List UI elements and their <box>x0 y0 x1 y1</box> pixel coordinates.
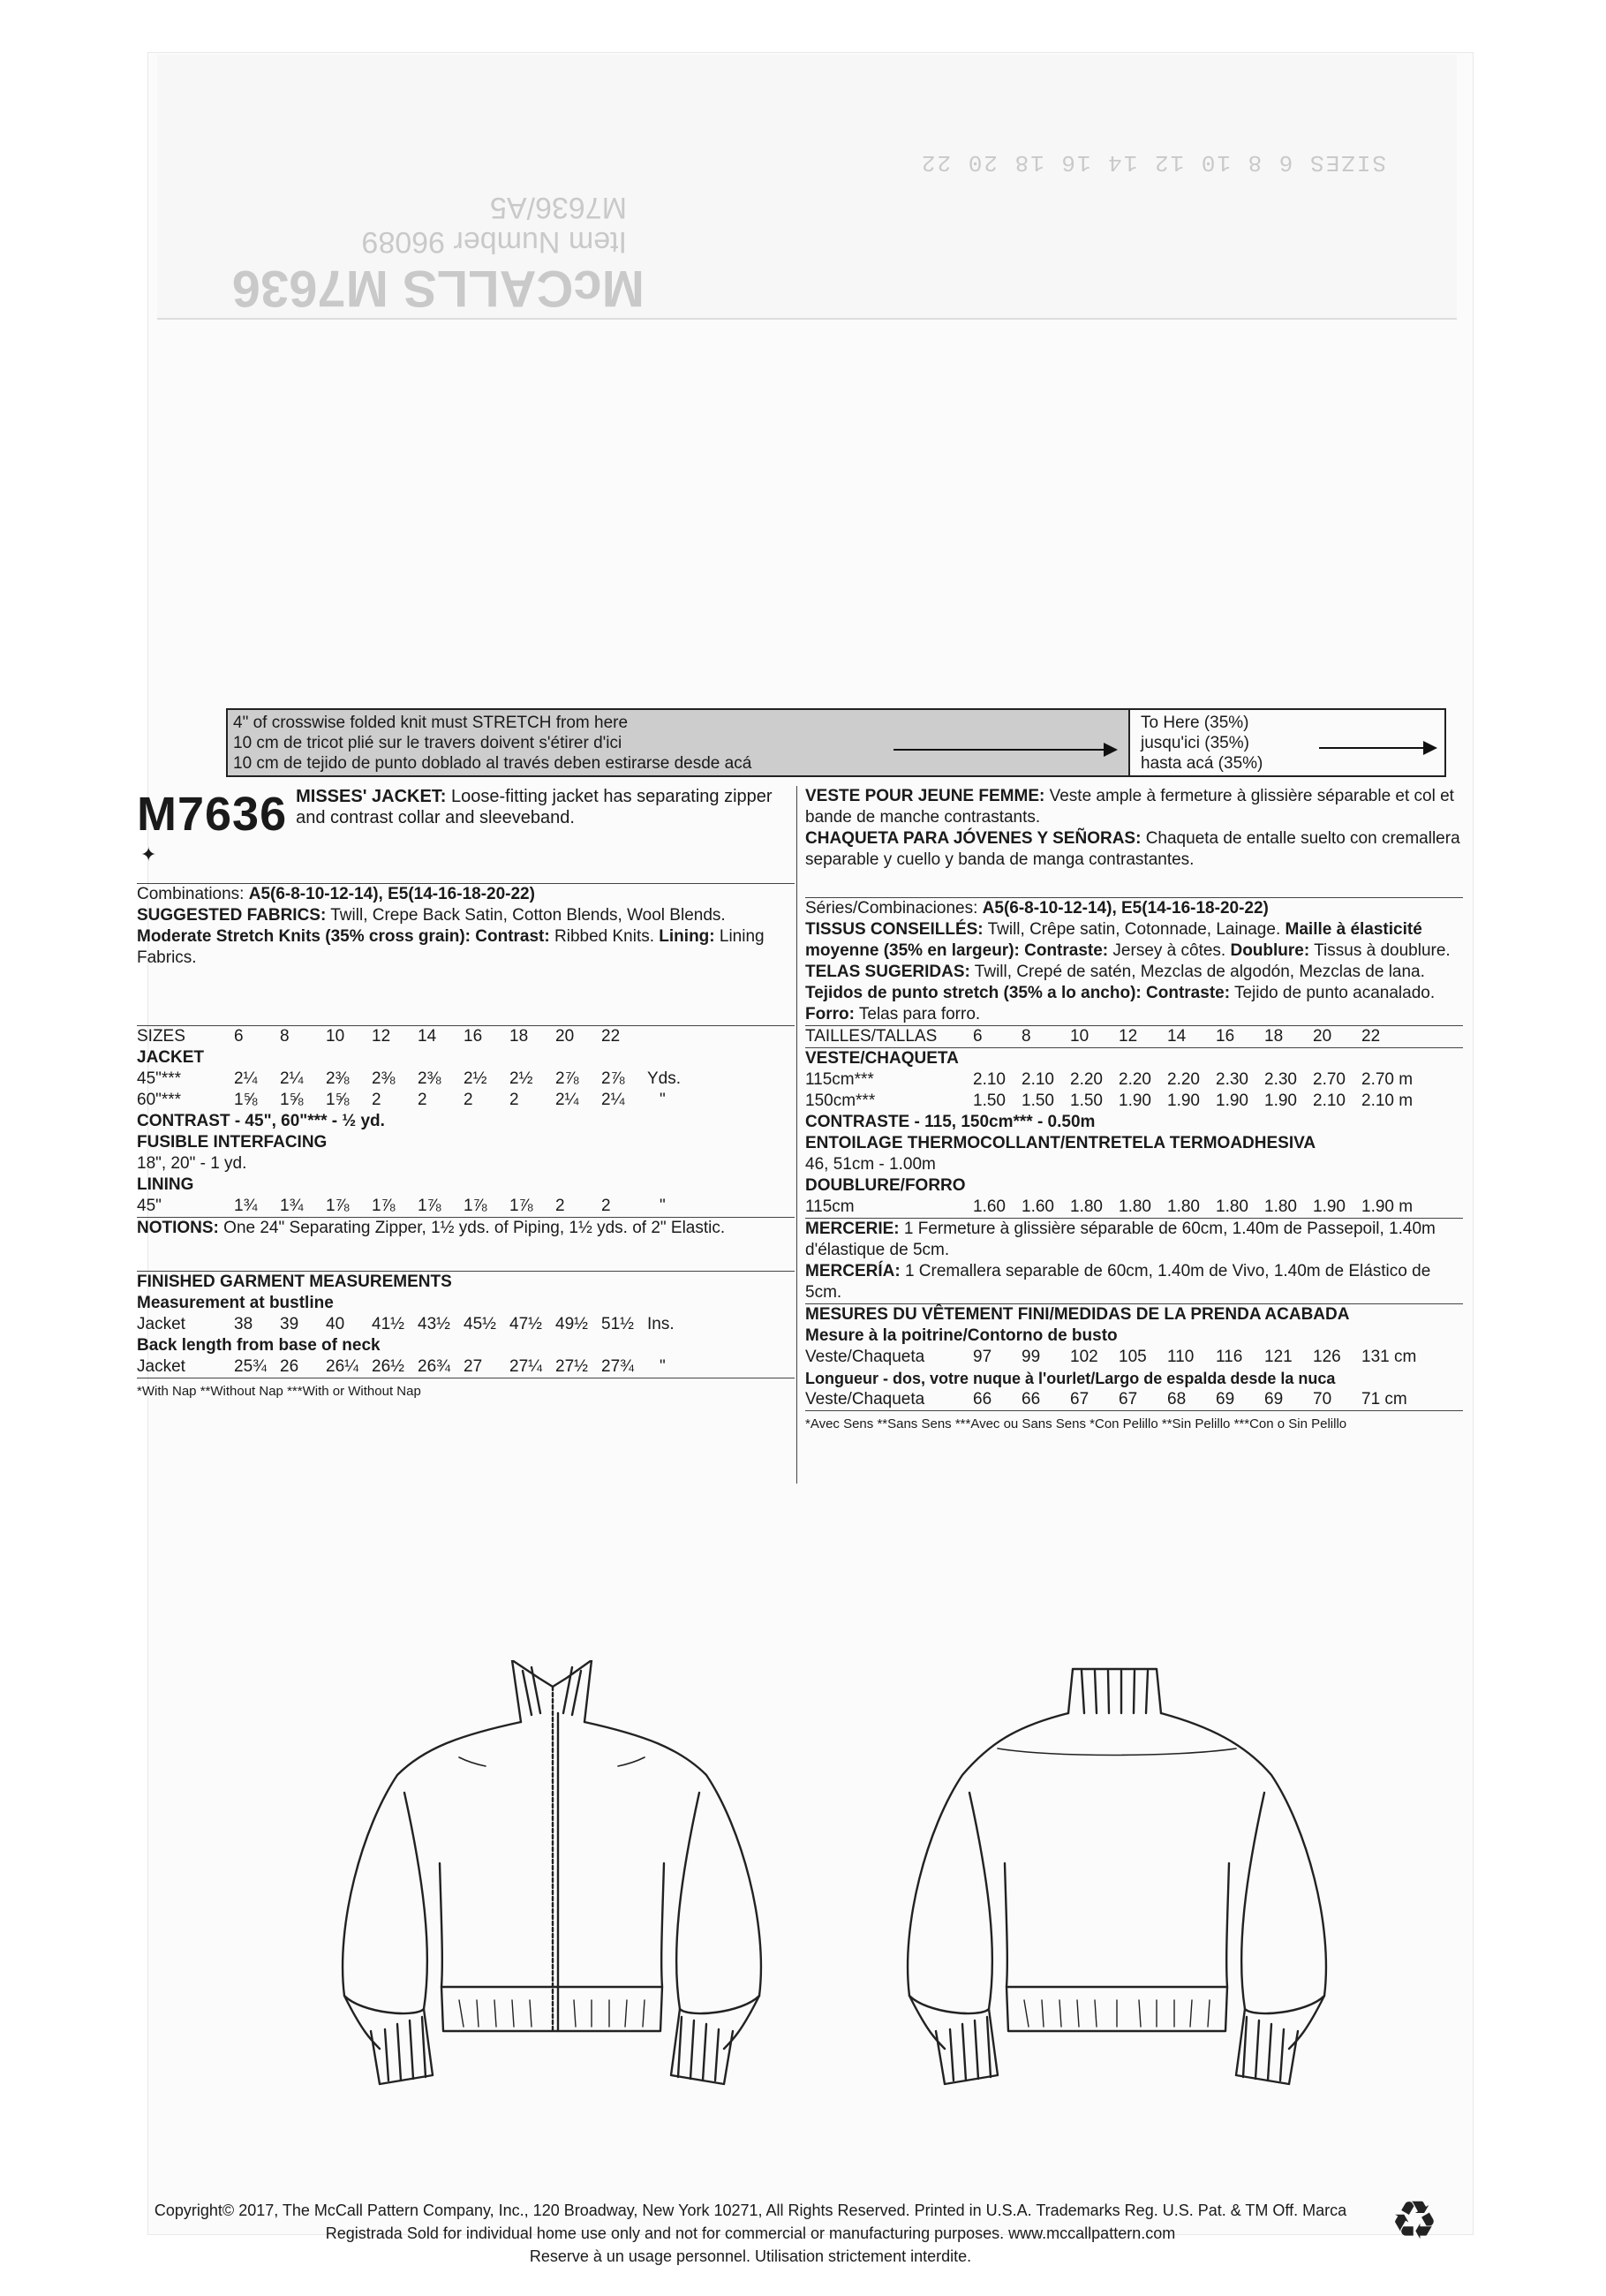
back-label: Back length from base of neck <box>137 1336 381 1355</box>
ditto-mark: " <box>660 1091 666 1109</box>
measure-cell: 66 <box>1022 1390 1041 1409</box>
maille-label: Maille à élasticité moyenne (35% en largeur): <box>805 920 1422 960</box>
size-cell: 20 <box>1313 1027 1332 1046</box>
metre-cell: 1.80 <box>1119 1197 1151 1216</box>
size-cell: 12 <box>1119 1027 1138 1046</box>
yardage-cell: 1¾ <box>280 1197 304 1215</box>
measure-cell: 102 <box>1070 1348 1098 1366</box>
doublure-table <box>805 1197 1463 1218</box>
yardage-cell: 2 <box>464 1091 473 1109</box>
es-desc: Chaqueta de entalle suelto con cremallera separable y cuello y banda de manga contrastantes. <box>805 829 1460 869</box>
series <box>805 898 1463 919</box>
show-through-brand: McCALLS M7636 <box>231 260 645 317</box>
measure-cell: 38 <box>234 1315 253 1333</box>
star-icon: ✦ <box>140 843 157 865</box>
pattern-desc-text: Loose-fitting jacket has separating zipper and contrast collar and sleeveband. <box>296 787 773 827</box>
measure-cell: 26½ <box>372 1357 404 1376</box>
yardage-cell: 1⅞ <box>418 1197 441 1215</box>
tailles-label: TAILLES/TALLAS <box>805 1027 938 1046</box>
yardage-cell: 2 <box>418 1091 427 1109</box>
yardage-cell: 2⅜ <box>326 1069 350 1088</box>
metre-cell: 2.20 <box>1070 1070 1103 1089</box>
measure-cell: 27½ <box>555 1357 588 1376</box>
metre-cell: 1.80 <box>1167 1197 1200 1216</box>
yardage-cell: 1⅞ <box>372 1197 396 1215</box>
lining-label: Lining: <box>659 927 715 946</box>
contrast-label: Contrast: <box>475 927 550 946</box>
measure-cell: 70 <box>1313 1390 1332 1409</box>
knits-label: Moderate Stretch Knits (35% cross grain): <box>137 927 471 946</box>
jacket-label: JACKET <box>137 1048 205 1067</box>
copyright-line-3: Reserve à un usage personnel. Utilisation strictement interdite. <box>529 2247 972 2265</box>
yardage-cell: 1⅞ <box>326 1197 350 1215</box>
metre-cell: 2.10 <box>1313 1091 1346 1110</box>
notions <box>137 1218 795 1239</box>
technical-drawings <box>327 1660 1351 2102</box>
measure-cell: 41½ <box>372 1315 404 1333</box>
metre-cell: 1.50 <box>1070 1091 1103 1110</box>
measure-cell: 40 <box>326 1315 345 1333</box>
stretch-guide-text <box>228 710 1130 775</box>
yardage-cell: 2⅞ <box>555 1069 579 1088</box>
ditto-mark: " <box>660 1197 666 1215</box>
measure-cell: 68 <box>1167 1390 1187 1409</box>
measure-cell: 49½ <box>555 1315 588 1333</box>
veste-label: VESTE/CHAQUETA <box>805 1049 959 1068</box>
metre-cell: 2.70 m <box>1361 1070 1414 1089</box>
row-label: Jacket <box>137 1315 185 1333</box>
metre-cell: 2.30 <box>1216 1070 1248 1089</box>
fusible-value: 18", 20" - 1 yd. <box>137 1154 247 1173</box>
combinations <box>137 884 795 905</box>
combinations-value: A5(6-8-10-12-14), E5(14-16-18-20-22) <box>248 885 535 903</box>
es-description <box>805 828 1463 871</box>
size-cell: 22 <box>601 1027 621 1046</box>
metre-cell: 2.20 <box>1167 1070 1200 1089</box>
show-through-item: Item Number 96089 <box>361 225 627 259</box>
measure-cell: 26¾ <box>418 1357 450 1376</box>
column-divider <box>796 786 797 1484</box>
measure-cell: 69 <box>1216 1390 1235 1409</box>
telas-value: Twill, Crepé de satén, Mezclas de algodón, Mezclas de lana. <box>974 963 1425 981</box>
tejidos-label: Tejidos de punto stretch (35% a lo ancho): <box>805 984 1142 1002</box>
poitrine-table <box>805 1347 1463 1368</box>
merceria <box>805 1261 1463 1303</box>
fusible-label: FUSIBLE INTERFACING <box>137 1133 328 1152</box>
tissus <box>805 919 1463 962</box>
metrage-table <box>805 1026 1463 1047</box>
es-contraste-label: Contraste: <box>1146 984 1231 1002</box>
unit-label: Yds. <box>647 1069 682 1088</box>
stretch-line-es: 10 cm de tejido de punto doblado al través deben estirarse desde acá <box>233 754 752 773</box>
contrast-value: Ribbed Knits. <box>554 927 655 946</box>
measure-cell: 27¾ <box>601 1357 634 1376</box>
metre-cell: 1.90 <box>1119 1091 1151 1110</box>
row-label: Veste/Chaqueta <box>805 1348 925 1366</box>
mercerie <box>805 1219 1463 1261</box>
size-cell: 6 <box>973 1027 983 1046</box>
unit-label: Ins. <box>647 1315 675 1333</box>
bust-label: Measurement at bustline <box>137 1294 334 1312</box>
metre-cell: 1.90 <box>1313 1197 1346 1216</box>
yardage-cell: 2 <box>509 1091 519 1109</box>
metre-cell: 1.80 <box>1264 1197 1297 1216</box>
measure-cell: 47½ <box>509 1315 542 1333</box>
fr-description <box>805 786 1463 828</box>
merceria-label: MERCERÍA: <box>805 1262 901 1280</box>
metre-cell: 1.80 <box>1216 1197 1248 1216</box>
yardage-cell: 2⅜ <box>372 1069 396 1088</box>
footnote: *With Nap **Without Nap ***With or Without Nap <box>137 1384 421 1399</box>
es-contraste-value: Tejido de punto acanalado. <box>1233 984 1436 1002</box>
jacket-front-drawing <box>343 1660 761 2084</box>
series-value: A5(6-8-10-12-14), E5(14-16-18-20-22) <box>982 899 1269 918</box>
to-here-en: To Here (35%) <box>1141 714 1249 732</box>
measure-cell: 43½ <box>418 1315 450 1333</box>
lining-table <box>137 1196 795 1217</box>
recycle-icon: ♻ <box>1391 2191 1438 2250</box>
finished-label: FINISHED GARMENT MEASUREMENTS <box>137 1273 452 1291</box>
size-cell: 16 <box>464 1027 483 1046</box>
size-cell: 20 <box>555 1027 575 1046</box>
size-cell: 12 <box>372 1027 391 1046</box>
metre-cell: 1.50 <box>973 1091 1006 1110</box>
row-label: 45"*** <box>137 1069 182 1088</box>
stretch-guide-end <box>1130 710 1444 775</box>
yardage-cell: 2 <box>555 1197 565 1215</box>
size-cell: 18 <box>509 1027 529 1046</box>
veste-table <box>805 1069 1463 1112</box>
measure-cell: 110 <box>1167 1348 1195 1366</box>
notions-value: One 24" Separating Zipper, 1½ yds. of Piping, 1½ yds. of 2" Elastic. <box>223 1219 726 1237</box>
row-label: 150cm*** <box>805 1091 876 1110</box>
yardage-cell: 1⅝ <box>280 1091 304 1109</box>
telas-label: TELAS SUGERIDAS: <box>805 963 970 981</box>
yardage-cell: 2½ <box>464 1069 487 1088</box>
es-title: CHAQUETA PARA JÓVENES Y SEÑORAS: <box>805 829 1142 848</box>
series-label: Séries/Combinaciones: <box>805 899 978 918</box>
show-through-text <box>185 71 1421 318</box>
yardage-cell: 1⅝ <box>234 1091 258 1109</box>
merceria-value: 1 Cremallera separable de 60cm, 1.40m de Vivo, 1.40m de Elástico de 5cm. <box>805 1262 1431 1302</box>
metre-cell: 2.70 <box>1313 1070 1346 1089</box>
measure-cell: 51½ <box>601 1315 634 1333</box>
size-cell: 14 <box>1167 1027 1187 1046</box>
lining-head: LINING <box>137 1175 194 1194</box>
measure-cell: 97 <box>973 1348 992 1366</box>
section-rule <box>805 1410 1463 1411</box>
tissus-value: Twill, Crêpe satin, Cotonnade, Lainage. <box>987 920 1281 939</box>
metre-cell: 2.10 <box>973 1070 1006 1089</box>
metre-cell: 1.90 <box>1264 1091 1297 1110</box>
metre-cell: 1.60 <box>973 1197 1006 1216</box>
row-label: Veste/Chaqueta <box>805 1390 925 1409</box>
measure-cell: 67 <box>1119 1390 1138 1409</box>
mesures-label: MESURES DU VÊTEMENT FINI/MEDIDAS DE LA PRENDA ACABADA <box>805 1305 1350 1324</box>
measure-cell: 26 <box>280 1357 299 1376</box>
metre-cell: 1.90 <box>1167 1091 1200 1110</box>
metre-cell: 1.80 <box>1070 1197 1103 1216</box>
contrast-yardage: CONTRAST - 45", 60"*** - ½ yd. <box>137 1112 385 1130</box>
metre-cell: 1.50 <box>1022 1091 1054 1110</box>
sizes-label: SIZES <box>137 1027 185 1046</box>
arrow-right-icon <box>893 749 1105 751</box>
size-cell: 6 <box>234 1027 244 1046</box>
metre-cell: 2.20 <box>1119 1070 1151 1089</box>
contraste-metrage: CONTRASTE - 115, 150cm*** - 0.50m <box>805 1113 1096 1131</box>
yardage-cell: 2⅜ <box>418 1069 441 1088</box>
measure-cell: 27¼ <box>509 1357 542 1376</box>
measure-cell: 67 <box>1070 1390 1090 1409</box>
footnote: *Avec Sens **Sans Sens ***Avec ou Sans Sens *Con Pelillo **Sin Pelillo ***Con o Sin Pelillo <box>805 1416 1347 1431</box>
measure-cell: 131 cm <box>1361 1348 1417 1366</box>
size-cell: 8 <box>1022 1027 1031 1046</box>
measure-cell: 126 <box>1313 1348 1341 1366</box>
show-through-sub: M7636/A5 <box>490 191 627 224</box>
arrow-right-icon <box>1319 747 1425 749</box>
longueur-table <box>805 1389 1463 1410</box>
metre-cell: 1.90 <box>1216 1091 1248 1110</box>
measure-cell: 26¼ <box>326 1357 358 1376</box>
yardage-cell: 2 <box>601 1197 611 1215</box>
yardage-cell: 2½ <box>509 1069 533 1088</box>
to-here-es: hasta acá (35%) <box>1141 754 1263 773</box>
size-cell: 8 <box>280 1027 290 1046</box>
measure-cell: 105 <box>1119 1348 1147 1366</box>
measure-cell: 116 <box>1216 1348 1243 1366</box>
size-cell: 14 <box>418 1027 437 1046</box>
row-label: 60"*** <box>137 1091 182 1109</box>
french-spanish-column <box>805 786 1463 1434</box>
metre-cell: 1.90 m <box>1361 1197 1414 1216</box>
yardage-table <box>137 1026 795 1111</box>
measure-cell: 66 <box>973 1390 992 1409</box>
fr-title: VESTE POUR JEUNE FEMME: <box>805 787 1045 805</box>
metre-cell: 2.10 <box>1022 1070 1054 1089</box>
entoilage-label: ENTOILAGE THERMOCOLLANT/ENTRETELA TERMOADHESIVA <box>805 1134 1316 1152</box>
yardage-cell: 2¼ <box>280 1069 304 1088</box>
measure-cell: 27 <box>464 1357 483 1376</box>
fabrics-value: Twill, Crepe Back Satin, Cotton Blends, Wool Blends. <box>330 906 726 925</box>
measure-cell: 45½ <box>464 1315 496 1333</box>
metre-cell: 2.30 <box>1264 1070 1297 1089</box>
size-cell: 22 <box>1361 1027 1381 1046</box>
to-here-fr: jusqu'ici (35%) <box>1141 734 1249 752</box>
bust-table <box>137 1314 795 1335</box>
yardage-cell: 1⅞ <box>509 1197 533 1215</box>
row-label: 115cm*** <box>805 1070 874 1089</box>
ditto-mark: " <box>660 1357 666 1376</box>
fabrics-label: SUGGESTED FABRICS: <box>137 906 327 925</box>
stretch-line-fr: 10 cm de tricot plié sur le travers doivent s'étirer d'ici <box>233 734 622 752</box>
yardage-cell: 1¾ <box>234 1197 258 1215</box>
english-column <box>137 786 795 1401</box>
measure-cell: 99 <box>1022 1348 1041 1366</box>
fr-desc: Veste ample à fermeture à glissière séparable et col et bande de manche contrastants. <box>805 787 1454 827</box>
forro-label: Forro: <box>805 1005 855 1023</box>
yardage-cell: 2¼ <box>601 1091 625 1109</box>
telas <box>805 962 1463 1025</box>
measure-cell: 25¾ <box>234 1357 267 1376</box>
contraste-label: Contraste: <box>1024 941 1109 960</box>
measure-cell: 71 cm <box>1361 1390 1407 1409</box>
metre-cell: 1.60 <box>1022 1197 1054 1216</box>
forro-value: Telas para forro. <box>858 1005 981 1023</box>
row-label: Jacket <box>137 1357 185 1376</box>
row-label: 115cm <box>805 1197 855 1216</box>
yardage-cell: 1⅝ <box>326 1091 350 1109</box>
measure-cell: 121 <box>1264 1348 1293 1366</box>
tissus-label: TISSUS CONSEILLÉS: <box>805 920 984 939</box>
show-through-table: SIZES 6 8 10 12 14 16 18 20 22 <box>919 149 1386 176</box>
yardage-cell: 2⅞ <box>601 1069 625 1088</box>
back-table <box>137 1356 795 1378</box>
mercerie-value: 1 Fermeture à glissière séparable de 60cm, 1.40m de Passepoil, 1.40m d'élastique de 5cm. <box>805 1220 1436 1259</box>
doublure-value: Tissus à doublure. <box>1314 941 1451 960</box>
yardage-cell: 2¼ <box>555 1091 579 1109</box>
pattern-code: M7636 <box>137 788 288 841</box>
longueur-label: Longueur - dos, votre nuque à l'ourlet/Largo de espalda desde la nuca <box>805 1370 1336 1387</box>
measure-cell: 39 <box>280 1315 299 1333</box>
yardage-cell: 2¼ <box>234 1069 258 1088</box>
copyright-line-2: Registrada Sold for individual home use only and not for commercial or manufacturing purposes. www.mccallpattern.com <box>325 2224 1176 2242</box>
copyright-footer <box>106 2199 1395 2268</box>
size-cell: 18 <box>1264 1027 1284 1046</box>
doublure-label: Doublure: <box>1230 941 1310 960</box>
contraste-value: Jersey à côtes. <box>1112 941 1226 960</box>
measure-cell: 69 <box>1264 1390 1284 1409</box>
size-cell: 16 <box>1216 1027 1235 1046</box>
lining-value: Lining Fabrics. <box>137 927 765 967</box>
notions-label: NOTIONS: <box>137 1219 219 1237</box>
copyright-line-1: Copyright© 2017, The McCall Pattern Company, Inc., 120 Broadway, New York 10271, All Rights Reserved. Printed in U.S.A. Trademarks Reg. U.S. Pat. & TM Off. Marca <box>154 2202 1347 2219</box>
size-cell: 10 <box>326 1027 345 1046</box>
mercerie-label: MERCERIE: <box>805 1220 900 1238</box>
pattern-title: MISSES' JACKET: <box>296 787 447 806</box>
fabrics <box>137 905 795 969</box>
size-cell: 10 <box>1070 1027 1090 1046</box>
jacket-back-drawing <box>908 1669 1326 2084</box>
stretch-guide <box>226 708 1446 777</box>
yardage-cell: 1⅞ <box>464 1197 487 1215</box>
yardage-cell: 2 <box>372 1091 381 1109</box>
metre-cell: 2.10 m <box>1361 1091 1414 1110</box>
row-label: 45" <box>137 1197 162 1215</box>
combinations-label: Combinations: <box>137 885 245 903</box>
entoilage-value: 46, 51cm - 1.00m <box>805 1155 936 1174</box>
stretch-line-en: 4" of crosswise folded knit must STRETCH from here <box>233 714 629 732</box>
poitrine-label: Mesure à la poitrine/Contorno de busto <box>805 1326 1118 1345</box>
doublure-head: DOUBLURE/FORRO <box>805 1176 966 1195</box>
